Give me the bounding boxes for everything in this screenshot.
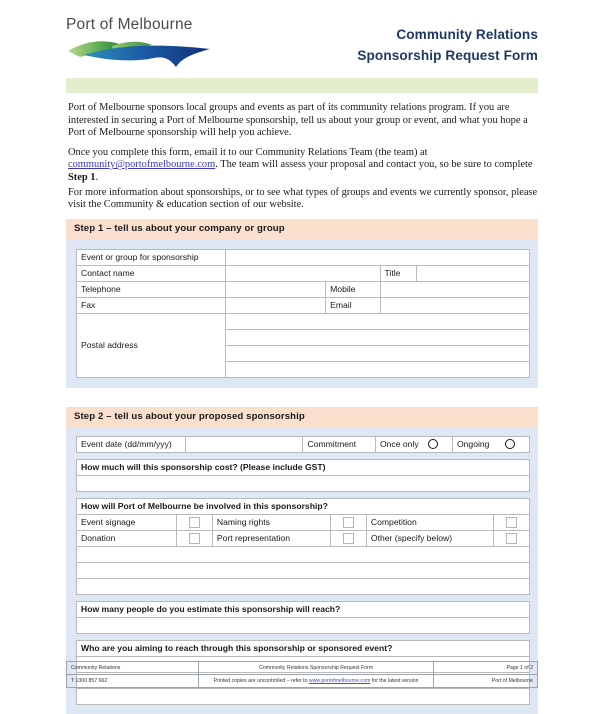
footer-website-link[interactable]: www.portofmelbourne.com: [308, 678, 371, 684]
radio-label-ongoing: Ongoing: [456, 439, 490, 450]
checkbox-port-representation[interactable]: [330, 530, 366, 546]
radio-circle-icon[interactable]: [428, 439, 438, 449]
label-postal-address: Postal address: [77, 313, 226, 377]
row-spacer: [77, 491, 530, 498]
input-event-date[interactable]: [185, 436, 303, 452]
input-postal-address-line-3[interactable]: [226, 345, 530, 361]
green-accent-banner: [66, 78, 538, 93]
footer-notice-post: for the latest version: [370, 678, 419, 684]
label-mobile: Mobile: [326, 281, 380, 297]
table-row: [77, 281, 530, 297]
input-other-specify-line-2[interactable]: [77, 562, 530, 578]
footer-page-number: Page 1 of 2: [434, 662, 538, 675]
intro-p2-pre: Once you complete this form, email it to our Community Relations Team (the team) at: [68, 146, 428, 158]
answer-row-audience-3: [77, 688, 530, 704]
input-postal-address-line-4[interactable]: [226, 361, 530, 377]
checkbox-icon[interactable]: [506, 517, 517, 528]
footer-row-top: [67, 662, 538, 675]
input-other-specify-line-3[interactable]: [77, 578, 530, 594]
checkbox-icon[interactable]: [189, 517, 200, 528]
section-spacer: [0, 388, 600, 401]
spacer-row: [77, 491, 530, 498]
input-audience-answer-line-3[interactable]: [77, 688, 530, 704]
question-reach-count: How many people do you estimate this sponsorship will reach?: [77, 601, 530, 617]
question-row-involvement: [77, 498, 530, 514]
step1-panel: [66, 239, 538, 388]
input-telephone[interactable]: [226, 281, 326, 297]
label-commitment: Commitment: [303, 436, 375, 452]
intro-paragraph-3: For more information about sponsorships, or to see what types of groups and events we currently sponsor, please visit the Community & education section of our website.: [68, 186, 538, 211]
form-title: [288, 10, 538, 66]
radio-option-ongoing[interactable]: [452, 436, 529, 452]
checkbox-row-2: [77, 530, 530, 546]
checkbox-other[interactable]: [493, 530, 529, 546]
radio-label-once-only: Once only: [379, 439, 419, 450]
checkbox-label-port-representation: Port representation: [212, 530, 330, 546]
input-postal-address-line-2[interactable]: [226, 329, 530, 345]
checkbox-competition[interactable]: [493, 514, 529, 530]
footer-left-top: Community Relations: [67, 662, 199, 675]
intro-text: [68, 102, 538, 212]
checkbox-label-event-signage: Event signage: [77, 514, 177, 530]
page-footer: [66, 661, 538, 688]
label-contact-name: Contact name: [77, 265, 226, 281]
footer-phone: T 1300 857 662: [67, 675, 199, 688]
checkbox-label-donation: Donation: [77, 530, 177, 546]
radio-option-once-only[interactable]: [375, 436, 452, 452]
table-row: [77, 436, 530, 452]
input-postal-address-line-1[interactable]: [226, 313, 530, 329]
radio-circle-icon[interactable]: [505, 439, 515, 449]
form-title-line-2: Sponsorship Request Form: [357, 48, 538, 63]
checkbox-naming-rights[interactable]: [330, 514, 366, 530]
label-telephone: Telephone: [77, 281, 226, 297]
checkbox-icon[interactable]: [506, 533, 517, 544]
question-cost: How much will this sponsorship cost? (Please include GST): [77, 459, 530, 475]
question-involvement: How will Port of Melbourne be involved in this sponsorship?: [77, 498, 530, 514]
row-spacer: [77, 594, 530, 601]
checkbox-label-naming-rights: Naming rights: [212, 514, 330, 530]
input-title[interactable]: [416, 265, 529, 281]
form-title-line-1: Community Relations: [396, 27, 538, 42]
question-row-cost: [77, 459, 530, 475]
intro-p2-end: .: [95, 171, 99, 183]
label-email: Email: [326, 297, 380, 313]
spacer-row: [77, 633, 530, 640]
checkbox-label-competition: Competition: [366, 514, 493, 530]
checkbox-icon[interactable]: [343, 517, 354, 528]
spacer-row: [77, 594, 530, 601]
intro-paragraph-2: [68, 147, 538, 185]
input-mobile[interactable]: [380, 281, 530, 297]
table-row: [77, 313, 530, 329]
checkbox-donation[interactable]: [176, 530, 212, 546]
question-audience: Who are you aiming to reach through this sponsorship or sponsored event?: [77, 640, 530, 656]
intro-step1-bold: Step 1: [68, 171, 96, 183]
checkbox-row-1: [77, 514, 530, 530]
question-row-reach: [77, 601, 530, 617]
brand-name: Port of Melbourne: [66, 16, 193, 33]
label-title: Title: [380, 265, 416, 281]
port-of-melbourne-wave-logo-icon: [66, 37, 226, 71]
step2-event-date-table: [76, 436, 530, 453]
label-fax: Fax: [77, 297, 226, 313]
step1-header-bar: Step 1 – tell us about your company or group: [66, 219, 538, 239]
intro-p2-mid: . The team will assess your proposal and contact you, so be sure to complete: [215, 159, 533, 171]
checkbox-icon[interactable]: [189, 533, 200, 544]
table-row: [77, 297, 530, 313]
input-fax[interactable]: [226, 297, 326, 313]
table-row: [77, 265, 530, 281]
input-cost-answer[interactable]: [77, 475, 530, 491]
table-row: [77, 249, 530, 265]
community-email-link[interactable]: community@portofmelbourne.com: [68, 159, 216, 171]
other-specify-row-3: [77, 578, 530, 594]
step1-table: [76, 249, 530, 378]
brand-logo: [66, 10, 266, 71]
input-contact-name[interactable]: [226, 265, 380, 281]
answer-row-cost: [77, 475, 530, 491]
footer-row-bottom: [67, 675, 538, 688]
label-event-date: Event date (dd/mm/yyy): [77, 436, 186, 452]
input-email[interactable]: [380, 297, 530, 313]
footer-table: [66, 661, 538, 688]
intro-paragraph-1: Port of Melbourne sponsors local groups and events as part of its community relations program. If you are interested in securing a Port of Melbourne sponsorship, tell us about your group or event, and what you hope a Port of Melbourne sponsorship will help you achieve.: [68, 102, 528, 139]
input-other-specify-line-1[interactable]: [77, 546, 530, 562]
answer-row-reach: [77, 617, 530, 633]
other-specify-row-1: [77, 546, 530, 562]
checkbox-label-other: Other (specify below): [366, 530, 493, 546]
checkbox-event-signage[interactable]: [176, 514, 212, 530]
input-reach-count-answer[interactable]: [77, 617, 530, 633]
checkbox-icon[interactable]: [343, 533, 354, 544]
row-spacer: [77, 633, 530, 640]
input-event-or-group[interactable]: [226, 249, 530, 265]
footer-center-top: Community Relations Sponsorship Request Form: [198, 662, 434, 675]
page-header: [0, 0, 600, 72]
footer-center-bottom: [198, 675, 434, 688]
other-specify-row-2: [77, 562, 530, 578]
footer-brand: Port of Melbourne: [434, 675, 538, 688]
label-event-or-group: Event or group for sponsorship: [77, 249, 226, 265]
step2-header-bar: Step 2 – tell us about your proposed sponsorship: [66, 407, 538, 427]
question-row-audience: [77, 640, 530, 656]
footer-notice-pre: Printed copies are uncontrolled – refer to: [213, 678, 309, 684]
